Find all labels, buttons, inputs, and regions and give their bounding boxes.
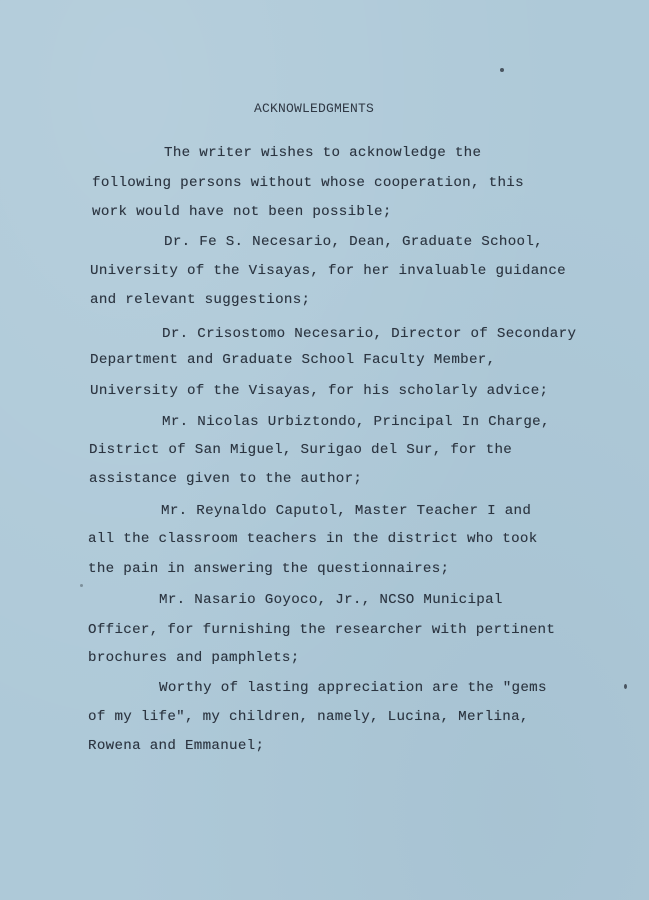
paper-speck	[500, 68, 504, 72]
text-line: Rowena and Emmanuel;	[88, 738, 265, 754]
text-line: Mr. Reynaldo Caputol, Master Teacher I and	[161, 503, 532, 519]
text-line: all the classroom teachers in the district who took	[88, 531, 538, 547]
text-line: and relevant suggestions;	[90, 292, 311, 308]
text-line: Dr. Crisostomo Necesario, Director of Secondary	[162, 326, 577, 342]
text-line: Worthy of lasting appreciation are the "gems	[159, 680, 547, 696]
text-line: assistance given to the author;	[89, 471, 363, 487]
text-line: following persons without whose cooperation, this	[92, 175, 524, 191]
text-line: of my life", my children, namely, Lucina, Merlina,	[88, 709, 529, 725]
text-line: Officer, for furnishing the researcher with pertinent	[88, 622, 556, 638]
paper-speck	[80, 584, 83, 587]
text-line: University of the Visayas, for her invaluable guidance	[90, 263, 566, 279]
page-title: ACKNOWLEDGMENTS	[253, 101, 375, 116]
text-line: District of San Miguel, Surigao del Sur, for the	[89, 442, 513, 458]
paper-speck	[624, 684, 627, 689]
text-line: Mr. Nasario Goyoco, Jr., NCSO Municipal	[159, 592, 503, 608]
text-line: Mr. Nicolas Urbiztondo, Principal In Charge,	[162, 414, 550, 430]
text-line: Dr. Fe S. Necesario, Dean, Graduate School,	[164, 234, 543, 250]
text-line: the pain in answering the questionnaires;	[88, 561, 450, 577]
text-line: brochures and pamphlets;	[88, 650, 300, 666]
text-line: University of the Visayas, for his scholarly advice;	[90, 383, 549, 399]
text-line: work would have not been possible;	[92, 204, 392, 220]
text-line: The writer wishes to acknowledge the	[164, 145, 482, 161]
text-line: Department and Graduate School Faculty Member,	[90, 352, 496, 368]
